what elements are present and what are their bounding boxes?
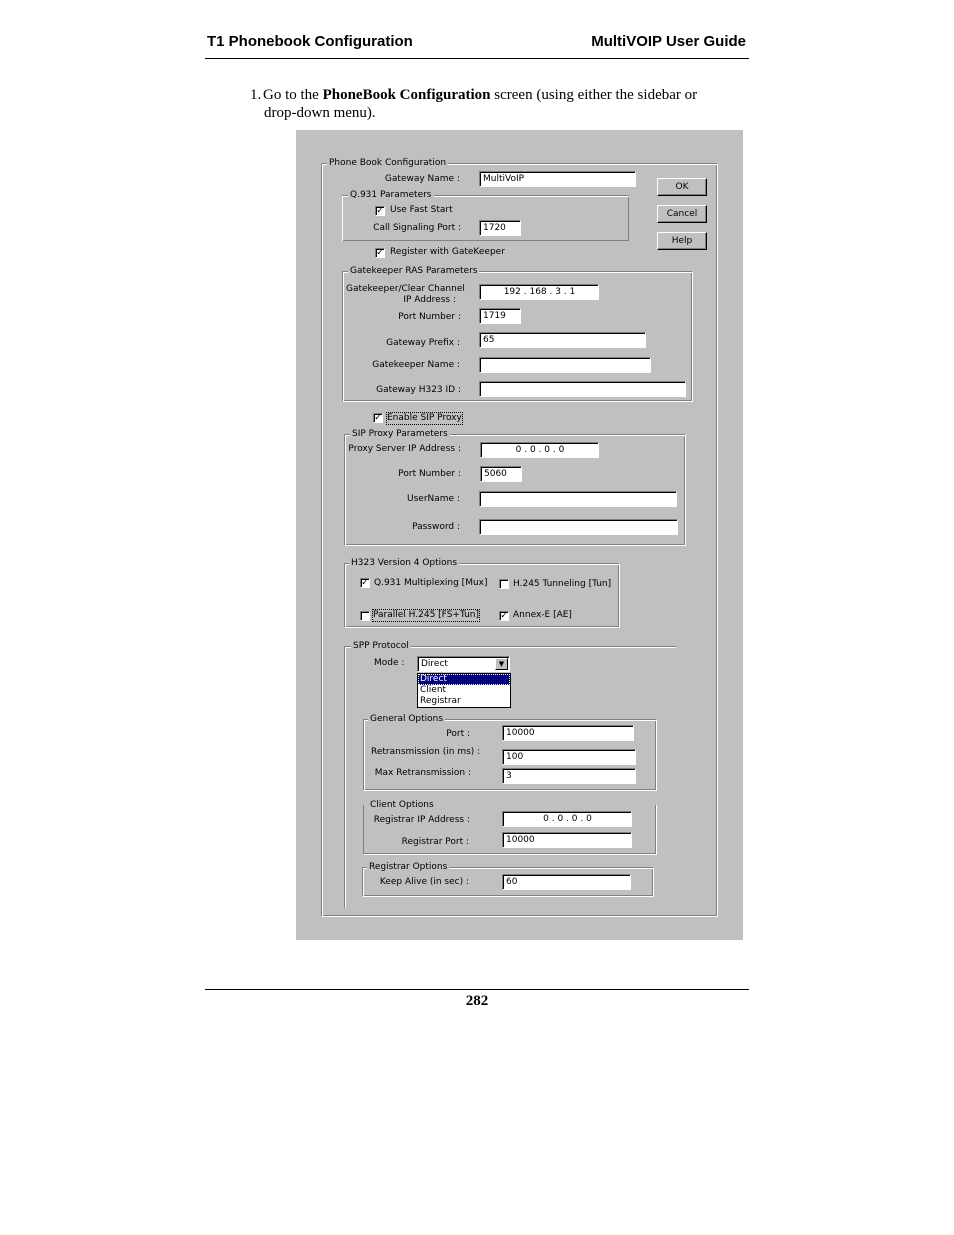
keep-alive-input[interactable]: 60 — [502, 874, 631, 890]
max-retransmission-input[interactable]: 3 — [502, 768, 636, 784]
gatekeeper-name-input[interactable] — [479, 357, 651, 373]
max-retransmission-label: Max Retransmission : — [374, 768, 471, 778]
enable-sip-proxy-label: Enable SIP Proxy — [387, 413, 462, 423]
running-header-right: MultiVOIP User Guide — [591, 33, 746, 50]
sip-username-label: UserName : — [407, 494, 460, 504]
sip-username-input[interactable] — [479, 491, 677, 507]
chevron-down-icon[interactable]: ▼ — [495, 658, 508, 670]
registrar-port-input[interactable]: 10000 — [502, 832, 632, 848]
spp-legend: SPP Protocol — [353, 641, 409, 651]
use-fast-start-checkbox[interactable]: ✓ — [376, 206, 384, 216]
help-button[interactable]: Help — [657, 232, 707, 250]
retransmission-label: Retransmission (in ms) : — [371, 747, 481, 757]
gk-ip-address-input[interactable]: 192 . 168 . 3 . 1 — [479, 284, 599, 300]
h323-v4-legend: H323 Version 4 Options — [351, 558, 458, 568]
gk-port-input[interactable]: 1719 — [479, 308, 521, 324]
page-number: 282 — [465, 993, 489, 1009]
register-gatekeeper-label: Register with GateKeeper — [390, 247, 505, 257]
q931-mux-label: Q.931 Multiplexing [Mux] — [374, 578, 488, 588]
step-text-before: Go to the — [263, 87, 323, 103]
spp-mode-dropdown-list — [417, 673, 511, 708]
gk-ip-label-line2: IP Address : — [403, 295, 456, 305]
gatekeeper-name-label: Gatekeeper Name : — [372, 360, 460, 370]
registrar-port-label: Registrar Port : — [401, 837, 469, 847]
gateway-name-input[interactable]: MultiVoIP — [479, 171, 636, 187]
sip-proxy-legend: SIP Proxy Parameters — [352, 429, 448, 439]
phonebook-config-screenshot — [296, 130, 743, 940]
gatekeeper-ras-legend: Gatekeeper RAS Parameters — [350, 266, 478, 276]
sip-port-label: Port Number : — [398, 469, 461, 479]
step-text-after: screen (using either the sidebar or — [490, 87, 698, 103]
dialog-title: Phone Book Configuration — [329, 158, 447, 168]
gateway-prefix-label: Gateway Prefix : — [386, 338, 460, 348]
parallel-h245-label: Parallel H.245 [FS+Tun] — [373, 610, 479, 620]
registrar-options-legend: Registrar Options — [369, 862, 448, 872]
sip-port-input[interactable]: 5060 — [480, 466, 522, 482]
annex-e-checkbox[interactable]: ✓ — [500, 611, 508, 621]
step-number: 1. — [250, 87, 262, 103]
step-text-bold: PhoneBook Configuration — [322, 87, 491, 103]
header-rule — [205, 58, 749, 59]
proxy-ip-label: Proxy Server IP Address : — [348, 444, 461, 454]
step-text-line2: drop-down menu). — [264, 105, 376, 121]
spp-port-label: Port : — [446, 729, 470, 739]
proxy-ip-address-input[interactable]: 0 . 0 . 0 . 0 — [480, 442, 599, 458]
annex-e-label: Annex-E [AE] — [513, 610, 572, 620]
spp-mode-select[interactable]: Direct ▼ — [417, 656, 510, 672]
gateway-h323-id-label: Gateway H323 ID : — [376, 385, 461, 395]
client-options-legend: Client Options — [370, 800, 434, 810]
enable-sip-proxy-checkbox[interactable]: ✓ — [374, 413, 382, 423]
spp-port-input[interactable]: 10000 — [502, 725, 634, 741]
parallel-h245-checkbox[interactable] — [360, 611, 370, 621]
call-signaling-port-label: Call Signaling Port : — [373, 223, 461, 233]
h245-tunneling-label: H.245 Tunneling [Tun] — [513, 579, 612, 589]
running-header-left: T1 Phonebook Configuration — [207, 33, 413, 50]
q931-mux-checkbox[interactable]: ✓ — [361, 578, 369, 588]
instruction-step — [250, 86, 730, 122]
gateway-h323-id-input[interactable] — [479, 381, 686, 397]
cancel-button[interactable]: Cancel — [657, 205, 707, 223]
gateway-name-label: Gateway Name : — [384, 174, 460, 184]
mode-option-client[interactable]: Client — [420, 685, 447, 695]
h245-tunneling-checkbox[interactable] — [499, 579, 509, 589]
sip-password-input[interactable] — [479, 519, 678, 535]
keep-alive-label: Keep Alive (in sec) : — [379, 877, 469, 887]
call-signaling-port-input[interactable]: 1720 — [479, 220, 521, 236]
spp-mode-label: Mode : — [374, 658, 405, 668]
registrar-ip-address-input[interactable]: 0 . 0 . 0 . 0 — [502, 811, 632, 827]
use-fast-start-label: Use Fast Start — [390, 205, 453, 215]
registrar-ip-label: Registrar IP Address : — [373, 815, 470, 825]
mode-option-direct[interactable]: Direct — [418, 674, 510, 685]
gateway-prefix-input[interactable]: 65 — [479, 332, 646, 348]
gk-ip-label-line1: Gatekeeper/Clear Channel — [346, 284, 465, 294]
mode-option-registrar[interactable]: Registrar — [420, 696, 461, 706]
general-options-legend: General Options — [370, 714, 444, 724]
register-gatekeeper-checkbox[interactable]: ✓ — [376, 248, 384, 258]
sip-password-label: Password : — [412, 522, 460, 532]
footer-rule — [205, 989, 749, 990]
ok-button[interactable]: OK — [657, 178, 707, 196]
gk-port-label: Port Number : — [398, 312, 461, 322]
retransmission-input[interactable]: 100 — [502, 749, 636, 765]
q931-legend: Q.931 Parameters — [350, 190, 432, 200]
